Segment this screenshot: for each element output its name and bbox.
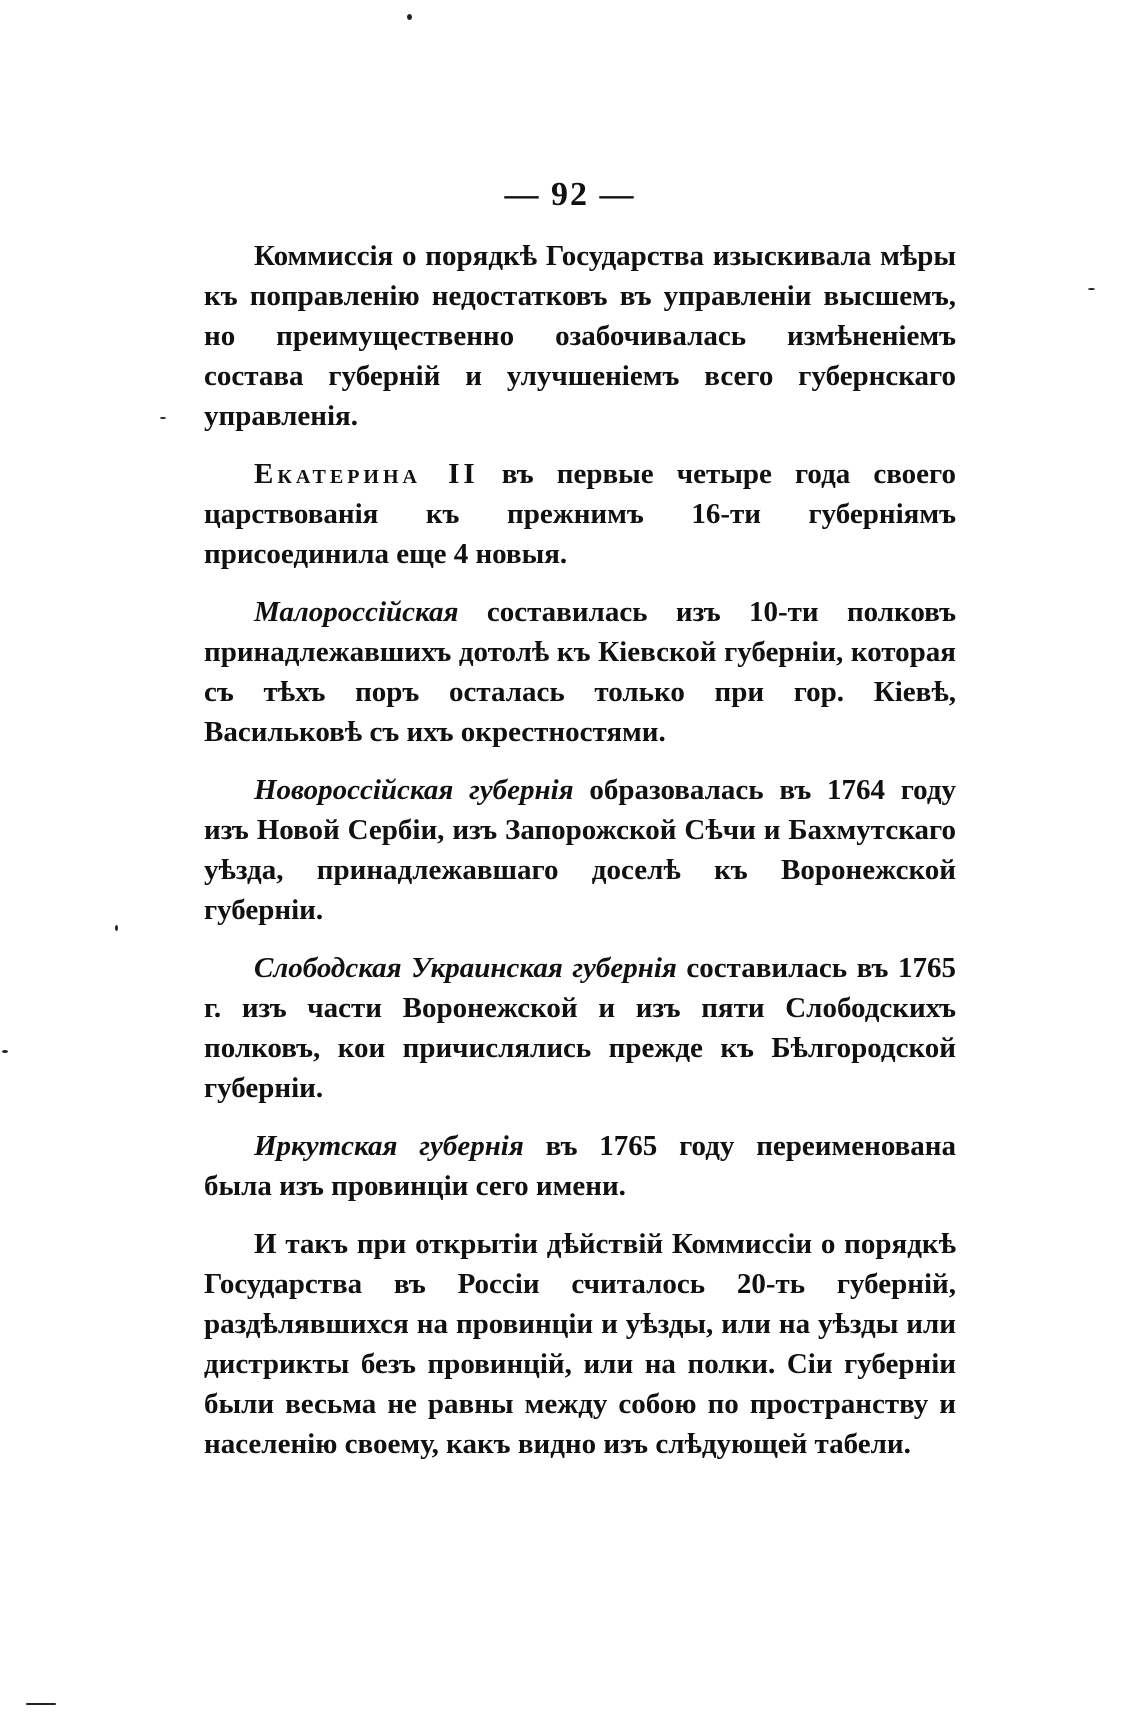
paragraph-lead: Малороссійская	[254, 596, 459, 628]
scan-speck	[115, 925, 118, 931]
paragraph-text: составилась въ 1765 г. изъ части Воронежской и изъ пяти Слободскихъ полковъ, кои причислялись прежде къ Бѣлгородской губерніи.	[204, 952, 956, 1104]
paragraph-sloboda	[204, 948, 956, 1108]
scan-speck	[2, 1050, 8, 1053]
paragraph-text: Коммиссія о порядкѣ Государства изыскивала мѣры къ поправленію недостатковъ въ управленіи высшемъ, но преимущественно озабочивалась измѣненіемъ состава губерній и улучшеніемъ всего губернскаго управленія.	[204, 240, 956, 432]
scan-speck	[160, 417, 166, 419]
paragraph-lead: Новороссійская губернія	[254, 774, 574, 806]
paragraph-malorossiya	[204, 592, 956, 752]
paragraph-lead: Слободская Украинская губернія	[254, 952, 677, 984]
paragraph-catherine	[204, 454, 956, 574]
paragraph-text: въ первые четыре года своего царствованія къ прежнимъ 16-ти губерніямъ присоединила еще 4 новыя.	[204, 458, 956, 570]
scan-speck	[407, 14, 412, 20]
paragraph-lead: Екатерина II	[254, 458, 479, 490]
scan-speck	[26, 1703, 56, 1705]
paragraph-summary	[204, 1224, 956, 1464]
page-number: — 92 —	[504, 176, 636, 213]
paragraph-text: И такъ при открытіи дѣйствій Коммиссіи о порядкѣ Государства въ Россіи считалось 20-ть губерній, раздѣлявшихся на провинціи и уѣзды, или на уѣзды или дистрикты безъ провинцій, или на полки. Сіи губерніи были весьма не равны между собою по пространству и населенію своему, какъ видно изъ слѣдующей табели.	[204, 1228, 956, 1460]
paragraph-text: составилась изъ 10-ти полковъ принадлежавшихъ дотолѣ къ Кіевской губерніи, которая съ тѣхъ поръ осталась только при гор. Кіевѣ, Васильковѣ съ ихъ окрестностями.	[204, 596, 956, 748]
paragraph-lead: Иркутская губернія	[254, 1130, 524, 1162]
scan-speck	[1088, 288, 1095, 290]
paragraph-text: образовалась въ 1764 году изъ Новой Сербіи, изъ Запорожской Сѣчи и Бахмутскаго уѣзда, принадлежавшаго доселѣ къ Воронежской губерніи.	[204, 774, 956, 926]
paragraph-commission	[204, 236, 956, 436]
paragraph-irkutsk	[204, 1126, 956, 1206]
body-text	[204, 236, 956, 1482]
paragraph-novorossiya	[204, 770, 956, 930]
paragraph-text: въ 1765 году переименована была изъ провинціи сего имени.	[204, 1130, 956, 1202]
